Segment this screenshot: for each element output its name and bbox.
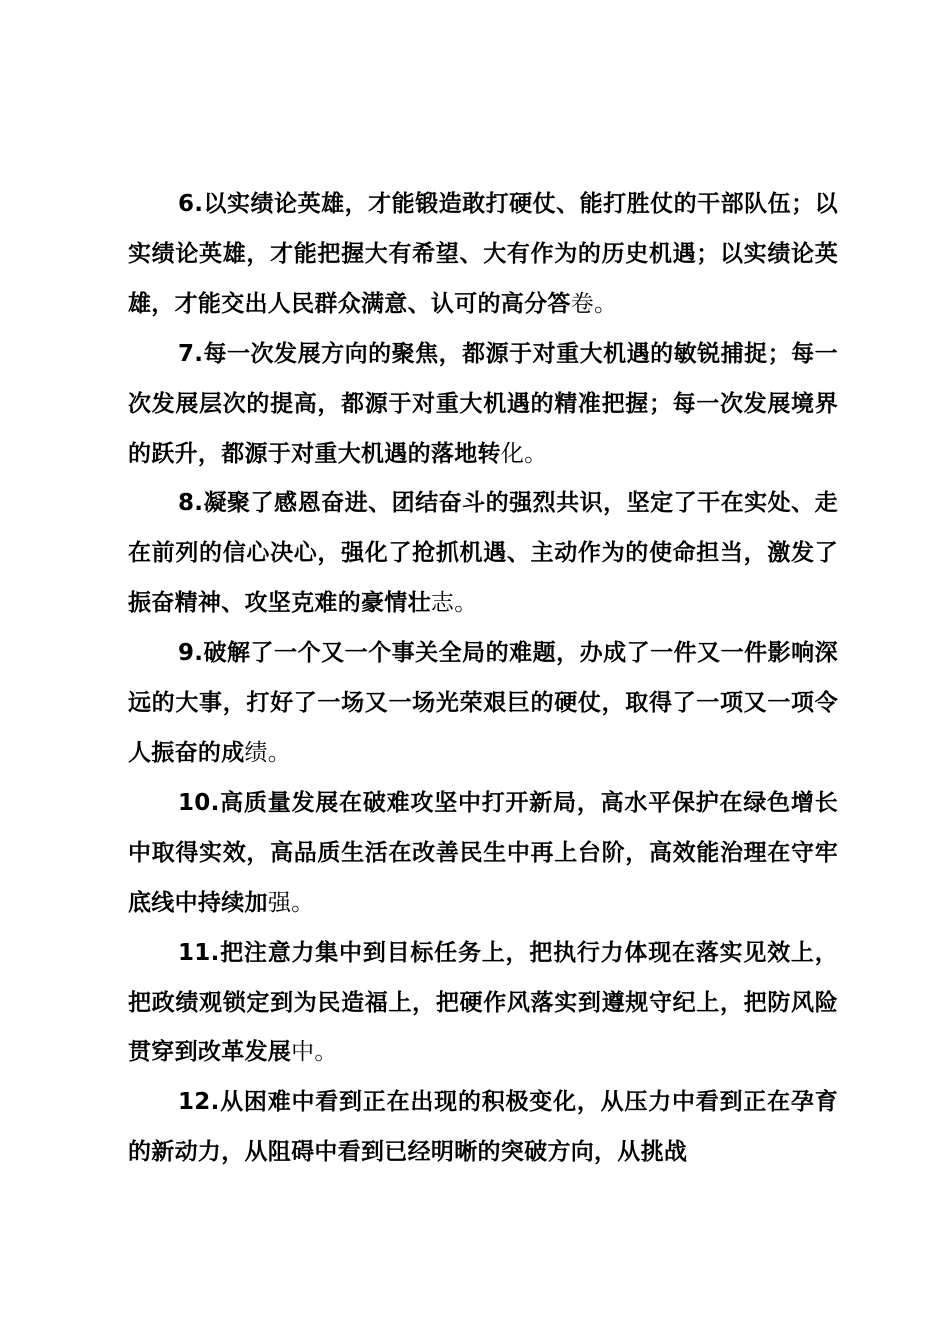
document-body (128, 180, 838, 1178)
paragraph-8 (128, 479, 838, 629)
paragraph-6-tail: 卷。 (570, 290, 618, 317)
paragraph-12 (128, 1078, 838, 1178)
paragraph-7-text: 7.每一次发展方向的聚焦，都源于对重大机遇的敏锐捕捉；每一次发展层次的提高，都源于对重大机遇的精准把握；每一次发展境界的跃升，都源于对重大机遇的落地转 (128, 340, 838, 467)
paragraph-10-text: 10.高质量发展在破难攻坚中打开新局，高水平保护在绿色增长中取得实效，高品质生活在改善民生中再上台阶，高效能治理在守牢底线中持续加 (128, 789, 838, 916)
paragraph-9-text: 9.破解了一个又一个事关全局的难题，办成了一件又一件影响深远的大事，打好了一场又一场光荣艰巨的硬仗，取得了一项又一项令人振奋的成 (128, 640, 838, 766)
paragraph-11-tail: 中。 (291, 1039, 338, 1066)
paragraph-7 (128, 330, 838, 480)
paragraph-7-tail: 化。 (500, 440, 548, 467)
paragraph-9-tail: 绩。 (244, 739, 292, 766)
paragraph-10-tail: 强。 (267, 889, 315, 916)
paragraph-9 (128, 629, 838, 779)
paragraph-12-text: 12.从困难中看到正在出现的积极变化，从压力中看到正在孕育的新动力，从阻碍中看到已经明晰的突破方向，从挑战 (128, 1089, 838, 1166)
paragraph-8-text: 8.凝聚了感恩奋进、团结奋斗的强烈共识，坚定了干在实处、走在前列的信心决心，强化了抢抓机遇、主动作为的使命担当，激发了振奋精神、攻坚克难的豪情壮 (128, 490, 838, 617)
paragraph-11-text: 11.把注意力集中到目标任务上，把执行力体现在落实见效上，把政绩观锁定到为民造福上，把硬作风落实到遵规守纪上，把防风险贯穿到改革发展 (128, 939, 838, 1066)
paragraph-6-text: 6.以实绩论英雄，才能锻造敢打硬仗、能打胜仗的干部队伍；以实绩论英雄，才能把握大有希望、大有作为的历史机遇；以实绩论英雄，才能交出人民群众满意、认可的高分答 (128, 191, 838, 317)
paragraph-8-tail: 志。 (430, 590, 478, 617)
paragraph-10 (128, 779, 838, 929)
paragraph-11 (128, 929, 838, 1079)
paragraph-6 (128, 180, 838, 330)
